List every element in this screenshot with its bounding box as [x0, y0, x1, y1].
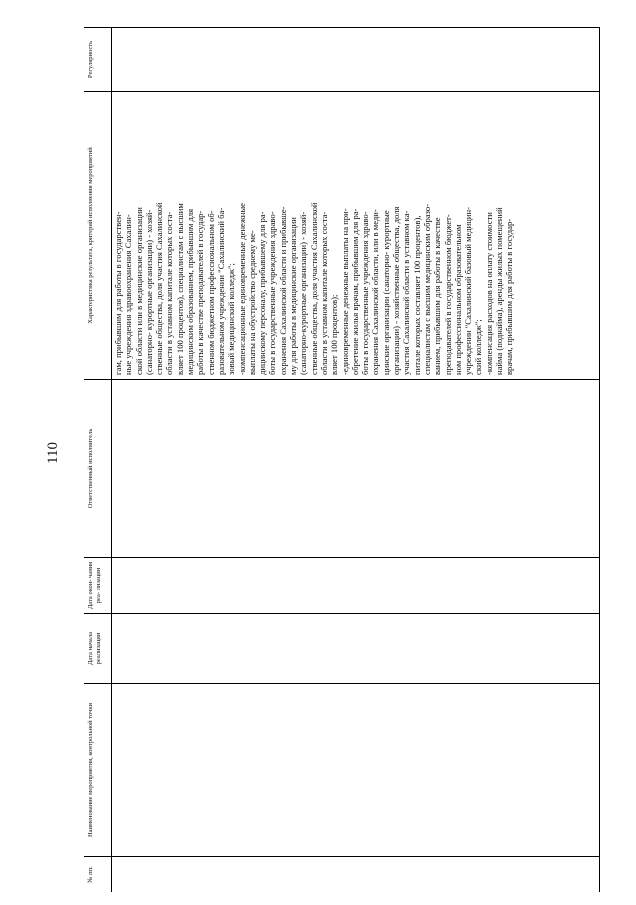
row-cell-end-date: [112, 557, 600, 613]
row-cell-event-name: [112, 683, 600, 856]
header-cell-executor: Ответственный исполнитель: [84, 379, 112, 557]
page-number: 110: [44, 442, 61, 464]
row-cell-number: [112, 856, 600, 892]
row-cell-executor: [112, 379, 600, 557]
header-cell-end-date: Дата окон- чания реа- лизации: [84, 557, 112, 613]
header-cell-result: Характеристика результата, критерий исполнения мероприятий: [84, 91, 112, 379]
row-cell-result-description: гам, прибывшим для работы в государствен- ные учреждения здравоохранения Сахалин- ской области или в медицинские организации (санаторно- курортные организации) - хозяй- ственные общества, доля участия Сахалинской области в уставном капитале которых соста- вляет 100 процентов), специалистам с высшим медицинским образованием, прибывшим для работы в качестве преподавателей в государ- ственном бюджетном профессиональном об- разовательном учреждении "Сахалинский ба- зовый медицинский колледж"; -компенсационные единовременные денежные выплаты на обустройство среднему ме- дицинскому персоналу, прибывшему для ра- боты в государственные учреждения здраво- охранения Сахалинской области и прибывше- му для работы в медицинские организации (санаторно-курортные организации) - хозяй- ственные общества, доля участия Сахалинской области в уставном капитале которых соста- вляет 100 процентов); -единовременные денежные выплаты на при- обретение жилья врачам, прибывшим для ра- боты в государственные учреждения здраво- охранения Сахалинской области, или в меди- цинские организации (санаторно- курортные организации) - хозяйственные общества, доля участия Сахалинской области в уставном ка- питале которых составляет 100 процентов), специалистам с высшим медицинским образо- ванием, прибывшим для работы в качестве преподавателей в государственном бюджет- ном профессиональном образовательном учреждении "Сахалинский базовый медицин- ский колледж"; -компенсация расходов на оплату стоимости найма (поднайма), аренды жилых помещений врачам, прибывшим для работы в государ-: [112, 91, 600, 379]
row-cell-start-date: [112, 613, 600, 683]
row-cell-regularity: [112, 27, 600, 91]
header-cell-regularity: Регулярность: [84, 27, 112, 91]
document-table: [84, 27, 600, 892]
header-cell-event-name: Наименование мероприятия, контрольной точки: [84, 683, 112, 856]
header-cell-number: № пп.: [84, 856, 112, 892]
header-cell-start-date: Дата начала реализации: [84, 613, 112, 683]
